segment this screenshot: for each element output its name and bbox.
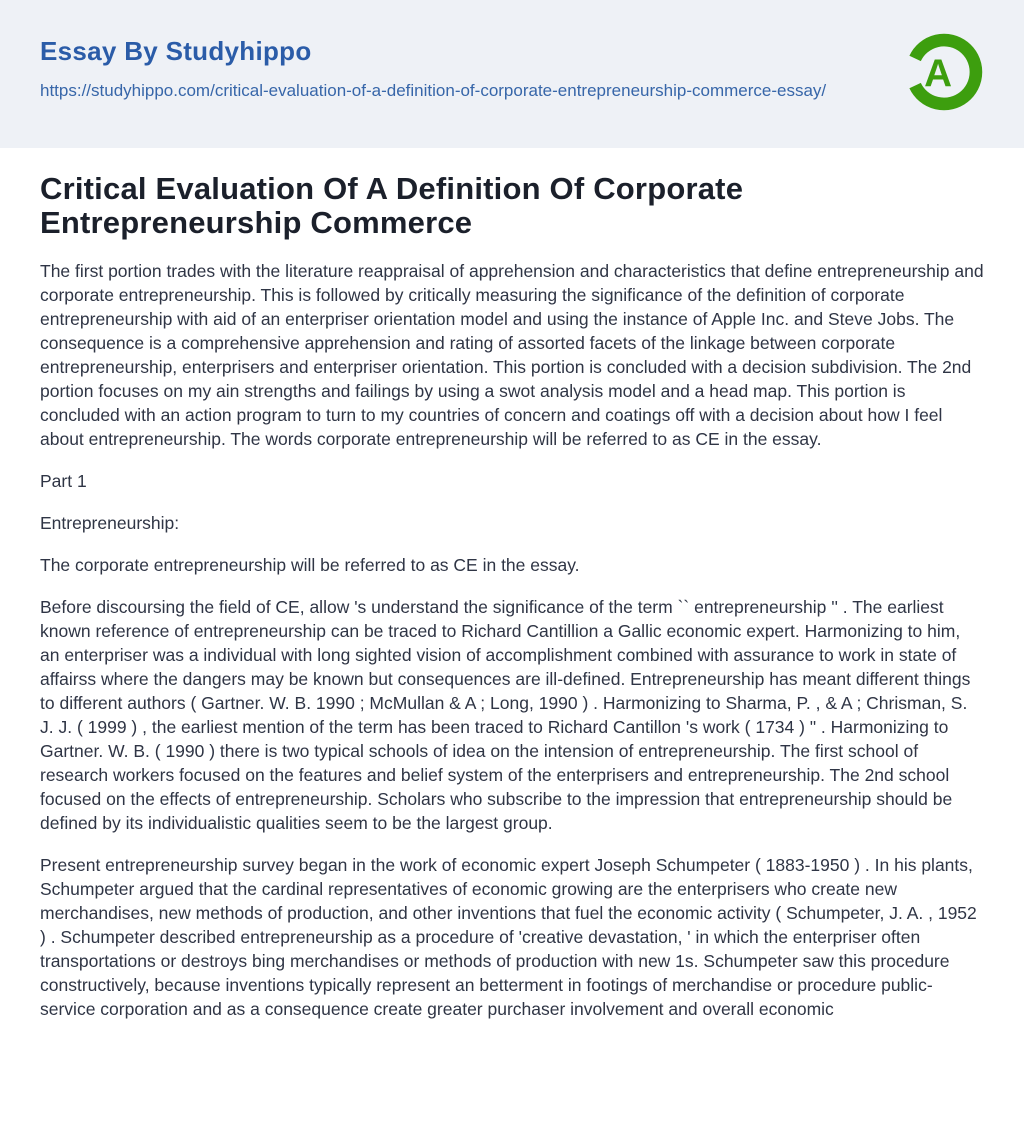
essay-paragraph-schumpeter: Present entrepreneurship survey began in the work of economic expert Joseph Schumpeter ( 1883-1950 ) . In his plants, Schumpeter argued that the cardinal representatives of economic growing are the enterprisers who create new merchandises, new methods of production, and other inventions that fuel the economic activity ( Schumpeter, J. A. , 1952 ) . Schumpeter described entrepreneurship as a procedure of 'creative devastation, ' in which the enterpriser often transportations or destroys bing merchandises or methods of production with new 1s. Schumpeter saw this procedure constructively, because inventions typically represent an betterment in footings of merchandise or procedure public-service corporation and as a consequence create greater purchaser involvement and overall economic [40,855,977,1019]
essay-paragraph-intro: The first portion trades with the literature reappraisal of apprehension and characteristics that define entrepreneurship and corporate entrepreneurship. This is followed by critically measuring the significance of the definition of corporate entrepreneurship with aid of an enterpriser orientation model and using the instance of Apple Inc. and Steve Jobs. The consequence is a comprehensive apprehension and rating of assorted facets of the linkage between corporate entrepreneurship, enterprisers and enterpriser orientation. This portion is concluded with a decision subdivision. The 2nd portion focuses on my ain strengths and failings by using a swot analysis model and a head map. This portion is concluded with an action program to turn to my countries of concern and coatings off with a decision about how I feel about entrepreneurship. The words corporate entrepreneurship will be referred to as CE in the essay. [40,261,984,449]
site-title: Essay By Studyhippo [40,36,312,66]
site-header [0,0,1024,148]
essay-paragraph-ce-note: The corporate entrepreneurship will be referred to as CE in the essay. [40,555,580,575]
essay-content [0,148,1024,1021]
essay-paragraph-definition: Before discoursing the field of CE, allow 's understand the significance of the term `` entrepreneurship '' . The earliest known reference of entrepreneurship can be traced to Richard Cantillion a Gallic economic expert. Harmonizing to him, an enterpriser was a individual with long sighted vision of accomplishment combined with assurance to work in state of affairss where the dangers may be known but consequences are ill-defined. Entrepreneurship has meant different things to different authors ( Gartner. W. B. 1990 ; McMullan & A ; Long, 1990 ) . Harmonizing to Sharma, P. , & A ; Chrisman, S. J. J. ( 1999 ) , the earliest mention of the term has been traced to Richard Cantillon 's work ( 1734 ) " . Harmonizing to Gartner. W. B. ( 1990 ) there is two typical schools of idea on the intension of entrepreneurship. The first school of research workers focused on the features and belief system of the enterprisers and entrepreneurship. The 2nd school focused on the effects of entrepreneurship. Scholars who subscribe to the impression that entrepreneurship should be defined by its individualistic qualities seem to be the largest group. [40,597,971,833]
essay-paragraph-section-label: Entrepreneurship: [40,513,180,533]
studyhippo-logo-icon [902,30,986,114]
essay-paragraph-part-label: Part 1 [40,471,87,491]
essay-title: Critical Evaluation Of A Definition Of Corporate Entrepreneurship Commerce [40,171,744,240]
essay-url-link[interactable]: https://studyhippo.com/critical-evaluation-of-a-definition-of-corporate-entrepreneurship-commerce-essay/ [40,81,827,100]
header-text-block [40,36,826,103]
logo-letter: A [924,52,953,96]
